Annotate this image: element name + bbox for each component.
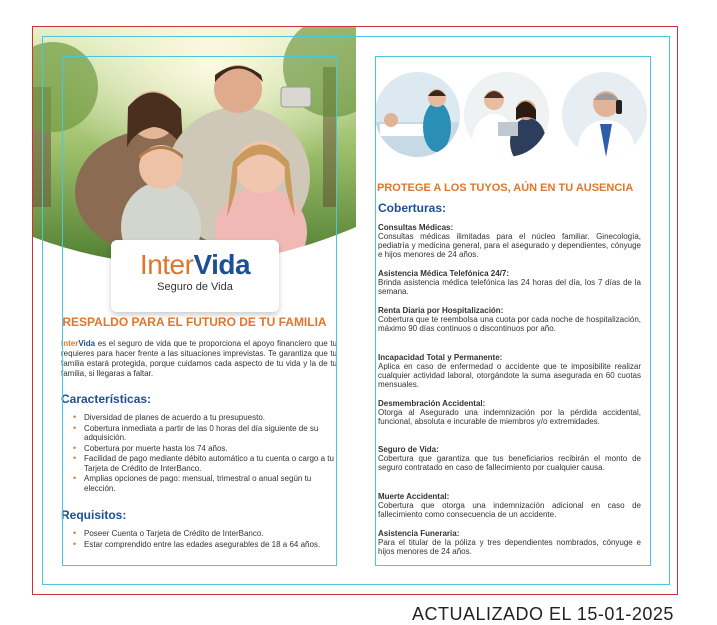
logo-tagline: Seguro de Vida xyxy=(157,281,233,293)
coverage-title: Seguro de Vida: xyxy=(378,445,439,454)
margin-guide-left xyxy=(62,56,337,566)
coverage-text: Otorga al Asegurado una indemnización por la pérdida accidental, funcional, absoluta e incurable de miembros y/o extremidades. xyxy=(378,408,641,426)
coverage-text: Cobertura que te reembolsa una cuota por cada noche de hospitalización, máximo 90 días continuos o discontinuos por año. xyxy=(378,315,641,333)
requirements-heading: Requisitos: xyxy=(61,508,127,522)
left-panel-title: RESPALDO PARA EL FUTURO DE TU FAMILIA xyxy=(62,315,327,329)
list-item: • Estar comprendido entre las edades asegurables de 18 a 64 años. xyxy=(73,540,337,550)
coverage-title: Muerte Accidental: xyxy=(378,492,450,501)
right-panel-title: PROTEGE A LOS TUYOS, AÚN EN TU AUSENCIA xyxy=(377,182,634,194)
coverage-text: Cobertura que garantiza que tus beneficiarios recibirán el monto de seguro contratado en caso de fallecimiento por cualquier causa. xyxy=(378,454,641,472)
list-item: • Poseer Cuenta o Tarjeta de Crédito de InterBanco. xyxy=(73,529,337,539)
coverage-title: Consultas Médicas: xyxy=(378,223,454,232)
coverage-title: Incapacidad Total y Permanente: xyxy=(378,353,503,362)
list-item: • Diversidad de planes de acuerdo a tu presupuesto. xyxy=(73,413,337,423)
list-item: • Amplias opciones de pago: mensual, trimestral o anual según tu elección. xyxy=(73,474,337,493)
list-item: • Cobertura inmediata a partir de las 0 horas del día siguiente de su adquisición. xyxy=(73,424,337,443)
list-item: • Cobertura por muerte hasta los 74 años. xyxy=(73,444,337,454)
coverage-title: Renta Diaria por Hospitalización: xyxy=(378,306,504,315)
list-item: • Facilidad de pago mediante débito automático a tu cuenta o cargo a tu Tarjeta de Crédito de InterBanco. xyxy=(73,454,337,473)
intro-brand-inter: Inter xyxy=(61,339,79,348)
coverage-text: Cobertura que otorga una indemnización adicional en caso de fallecimiento como consecuencia de un accidente. xyxy=(378,501,641,519)
logo-vida: Vida xyxy=(193,249,251,280)
coverage-text: Aplica en caso de enfermedad o accidente que te imposibilite realizar cualquier actividad laboral, otorgándote la suma asegurada en 60 cuotas mensuales. xyxy=(378,362,641,389)
coverage-text: Brinda asistencia médica telefónica las 24 horas del día, los 7 días de la semana. xyxy=(378,278,641,296)
coverage-text: Consultas médicas ilimitadas para el núcleo familiar. Ginecología, pediatría y medicina general, para el asegurado y dependientes, cónyuge e hijos menores de 24 años. xyxy=(378,232,641,259)
coverage-title: Asistencia Médica Telefónica 24/7: xyxy=(378,269,510,278)
coverage-title: Desmembración Accidental: xyxy=(378,399,486,408)
intro-text: es el seguro de vida que te proporciona el apoyo financiero que tu requieres para hacer frente a las situaciones imprevistas. Te garantiza que tu familia estará protegida, porque cuidamos cada aspecto de tu vida y la de tu familia, si llegaras a faltar. xyxy=(61,339,337,378)
coverages-heading: Coberturas: xyxy=(378,201,447,215)
coverage-title: Asistencia Funeraria: xyxy=(378,529,460,538)
margin-guide-right xyxy=(375,56,651,566)
updated-stamp: ACTUALIZADO EL 15-01-2025 xyxy=(412,604,674,624)
intro-brand-vida: Vida xyxy=(78,339,96,348)
coverage-text: Para el titular de la póliza y tres dependientes nombrados, cónyuge e hijos menores de 24 años. xyxy=(378,538,641,556)
logo-inter: Inter xyxy=(139,249,194,280)
characteristics-heading: Características: xyxy=(61,392,152,406)
